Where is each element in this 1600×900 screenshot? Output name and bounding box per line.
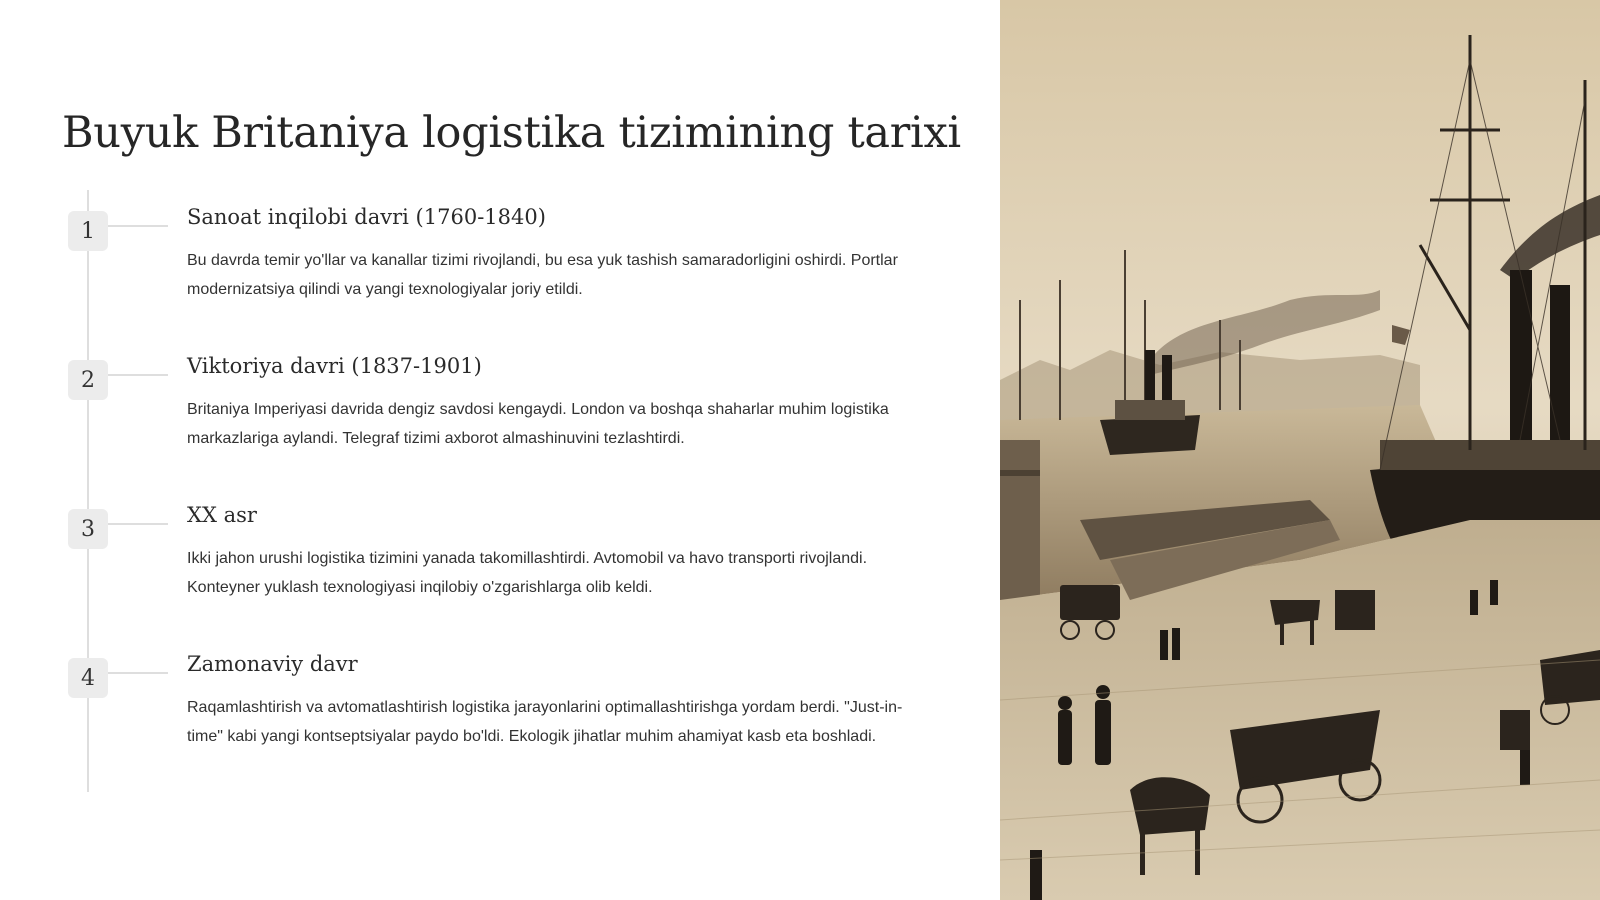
- step-number-badge: 2: [68, 360, 108, 400]
- step-heading: Sanoat inqilobi davri (1760-1840): [187, 205, 546, 229]
- step-connector: [108, 225, 168, 227]
- step-number-badge: 3: [68, 509, 108, 549]
- step-number-badge: 4: [68, 658, 108, 698]
- harbor-illustration: [1000, 0, 1600, 900]
- slide-title: Buyuk Britaniya logistika tizimining tarixi: [62, 108, 961, 158]
- step-connector: [108, 374, 168, 376]
- step-description: Britaniya Imperiyasi davrida dengiz savdosi kengaydi. London va boshqa shaharlar muhim logistika markazlariga aylandi. Telegraf tizimi axborot almashinuvini tezlashtirdi.: [187, 401, 889, 447]
- step-description: Raqamlashtirish va avtomatlashtirish logistika jarayonlarini optimallashtirishga yordam berdi. "Just-in-time" kabi yangi kontseptsiyalar paydo bo'ldi. Ekologik jihatlar muhim ahamiyat kasb eta boshladi.: [187, 699, 903, 745]
- step-connector: [108, 672, 168, 674]
- step-heading: XX asr: [187, 503, 257, 527]
- step-number-badge: 1: [68, 211, 108, 251]
- step-description: Bu davrda temir yo'llar va kanallar tizimi rivojlandi, bu esa yuk tashish samaradorligini oshirdi. Portlar modernizatsiya qilindi va yangi texnologiyalar joriy etildi.: [187, 252, 898, 298]
- step-connector: [108, 523, 168, 525]
- step-heading: Zamonaviy davr: [187, 652, 358, 676]
- step-description: Ikki jahon urushi logistika tizimini yanada takomillashtirdi. Avtomobil va havo transporti rivojlandi. Konteyner yuklash texnologiyasi inqilobiy o'zgarishlarga olib keldi.: [187, 550, 868, 596]
- step-heading: Viktoriya davri (1837-1901): [187, 354, 482, 378]
- timeline-line: [87, 190, 89, 792]
- sepia-harbor-picture: [1000, 0, 1600, 900]
